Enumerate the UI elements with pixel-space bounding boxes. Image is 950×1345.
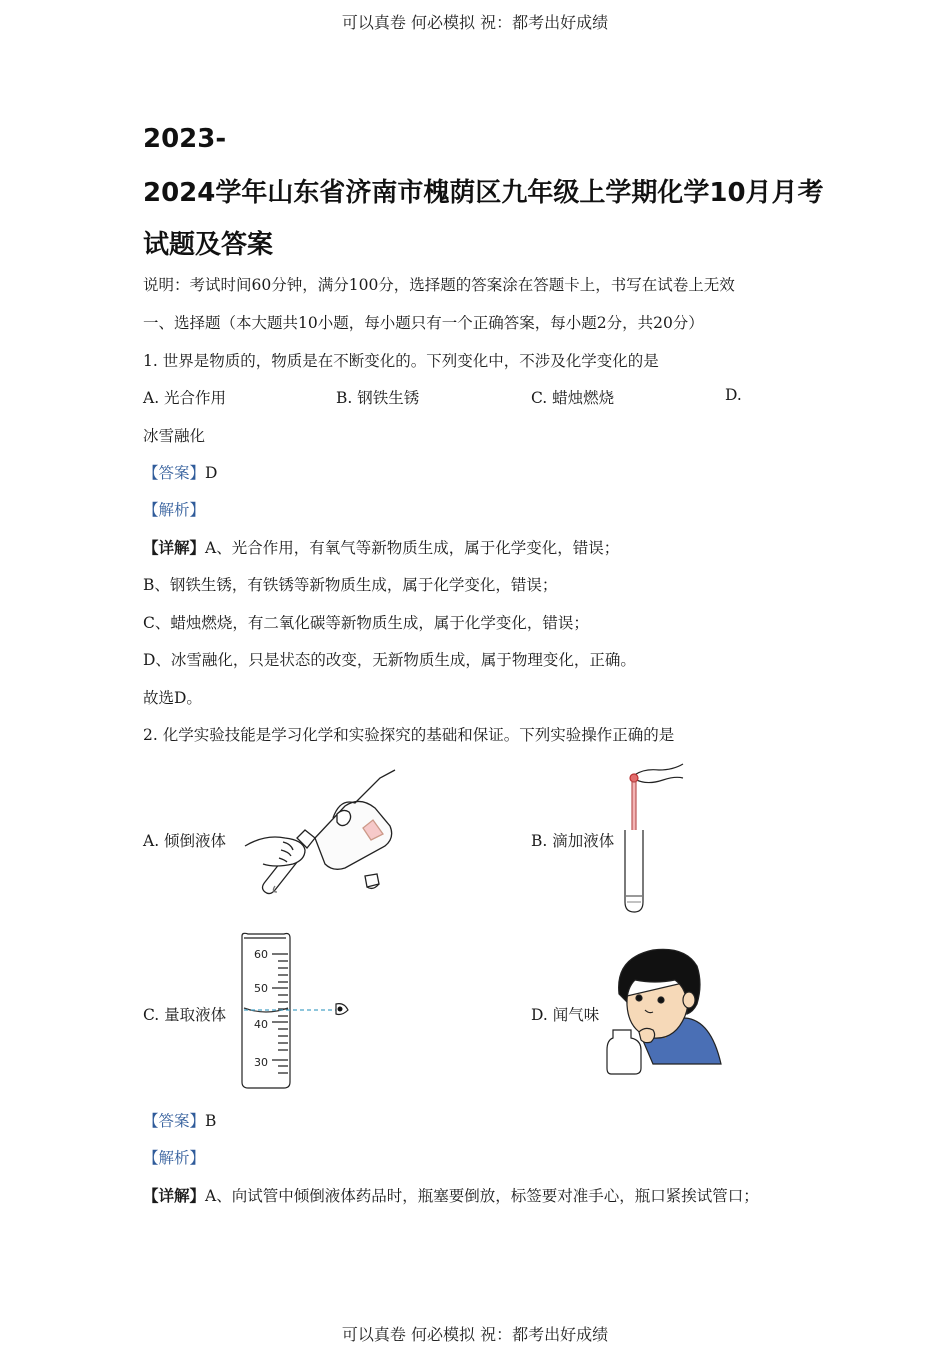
detail-text: A、光合作用，有氧气等新物质生成，属于化学变化，错误； [205,539,620,557]
detail-text: A、向试管中倾倒液体药品时，瓶塞要倒放，标签要对准手心，瓶口紧挨试管口； [205,1187,759,1205]
q1-stem: 1. 世界是物质的，物质是在不断变化的。下列变化中，不涉及化学变化的是 [143,352,659,370]
q1-detail-d: D、冰雪融化，只是状态的改变，无新物质生成，属于物理变化，正确。 [143,651,636,669]
q2-option-a: A. 倾倒液体 [143,832,227,850]
page-header: 可以真卷 何必模拟 祝：都考出好成绩 [341,13,609,32]
tick-label-60: 60 [254,948,268,961]
q1-analysis-tag: 【解析】 [143,501,206,519]
tick-label-50: 50 [254,982,268,995]
q2-stem: 2. 化学实验技能是学习化学和实验探究的基础和保证。下列实验操作正确的是 [143,726,675,744]
q2-answer [143,1109,216,1131]
pouring-liquid-illustration [245,768,395,898]
q1-detail-c: C、蜡烛燃烧，有二氧化碳等新物质生成，属于化学变化，错误； [143,614,589,632]
doc-title-line-1: 2023- [143,124,227,154]
q1-detail-b: B、钢铁生锈，有铁锈等新物质生成，属于化学变化，错误； [143,576,558,594]
tick-label-30: 30 [254,1056,268,1069]
page-footer: 可以真卷 何必模拟 祝：都考出好成绩 [341,1325,609,1344]
q2-analysis-tag: 【解析】 [143,1149,206,1167]
smelling-gas-illustration [605,940,727,1080]
q2-option-b: B. 滴加液体 [531,832,615,850]
answer-tag: 【答案】 [143,1112,206,1130]
q1-answer [143,461,217,483]
exam-instructions: 说明：考试时间60分钟，满分100分，选择题的答案涂在答题卡上，书写在试卷上无效 [143,276,735,294]
detail-tag: 【详解】 [143,1186,206,1205]
q1-option-b: B. 钢铁生锈 [336,389,420,407]
answer-tag: 【答案】 [143,464,206,482]
dropping-liquid-illustration [615,760,687,915]
q2-option-c: C. 量取液体 [143,1006,227,1024]
q1-option-c: C. 蜡烛燃烧 [531,389,615,407]
q1-option-a: A. 光合作用 [143,389,227,407]
tick-label-40: 40 [254,1018,268,1031]
answer-value: D [205,464,218,482]
answer-value: B [205,1112,217,1130]
q2-option-d: D. 闻气味 [531,1006,600,1024]
q1-detail-a [143,536,619,558]
q2-detail-a [143,1184,759,1206]
section-heading: 一、选择题（本大题共10小题，每小题只有一个正确答案，每小题2分，共20分） [143,314,704,332]
detail-tag: 【详解】 [143,538,206,557]
q1-option-d-letter: D. [725,386,742,404]
doc-title-line-2: 2024学年山东省济南市槐荫区九年级上学期化学10月月考 [143,178,824,208]
q1-option-d-text: 冰雪融化 [143,427,206,445]
doc-title-line-3: 试题及答案 [143,230,274,260]
q1-conclusion: 故选D。 [143,689,202,707]
measuring-cylinder-illustration [238,932,353,1090]
